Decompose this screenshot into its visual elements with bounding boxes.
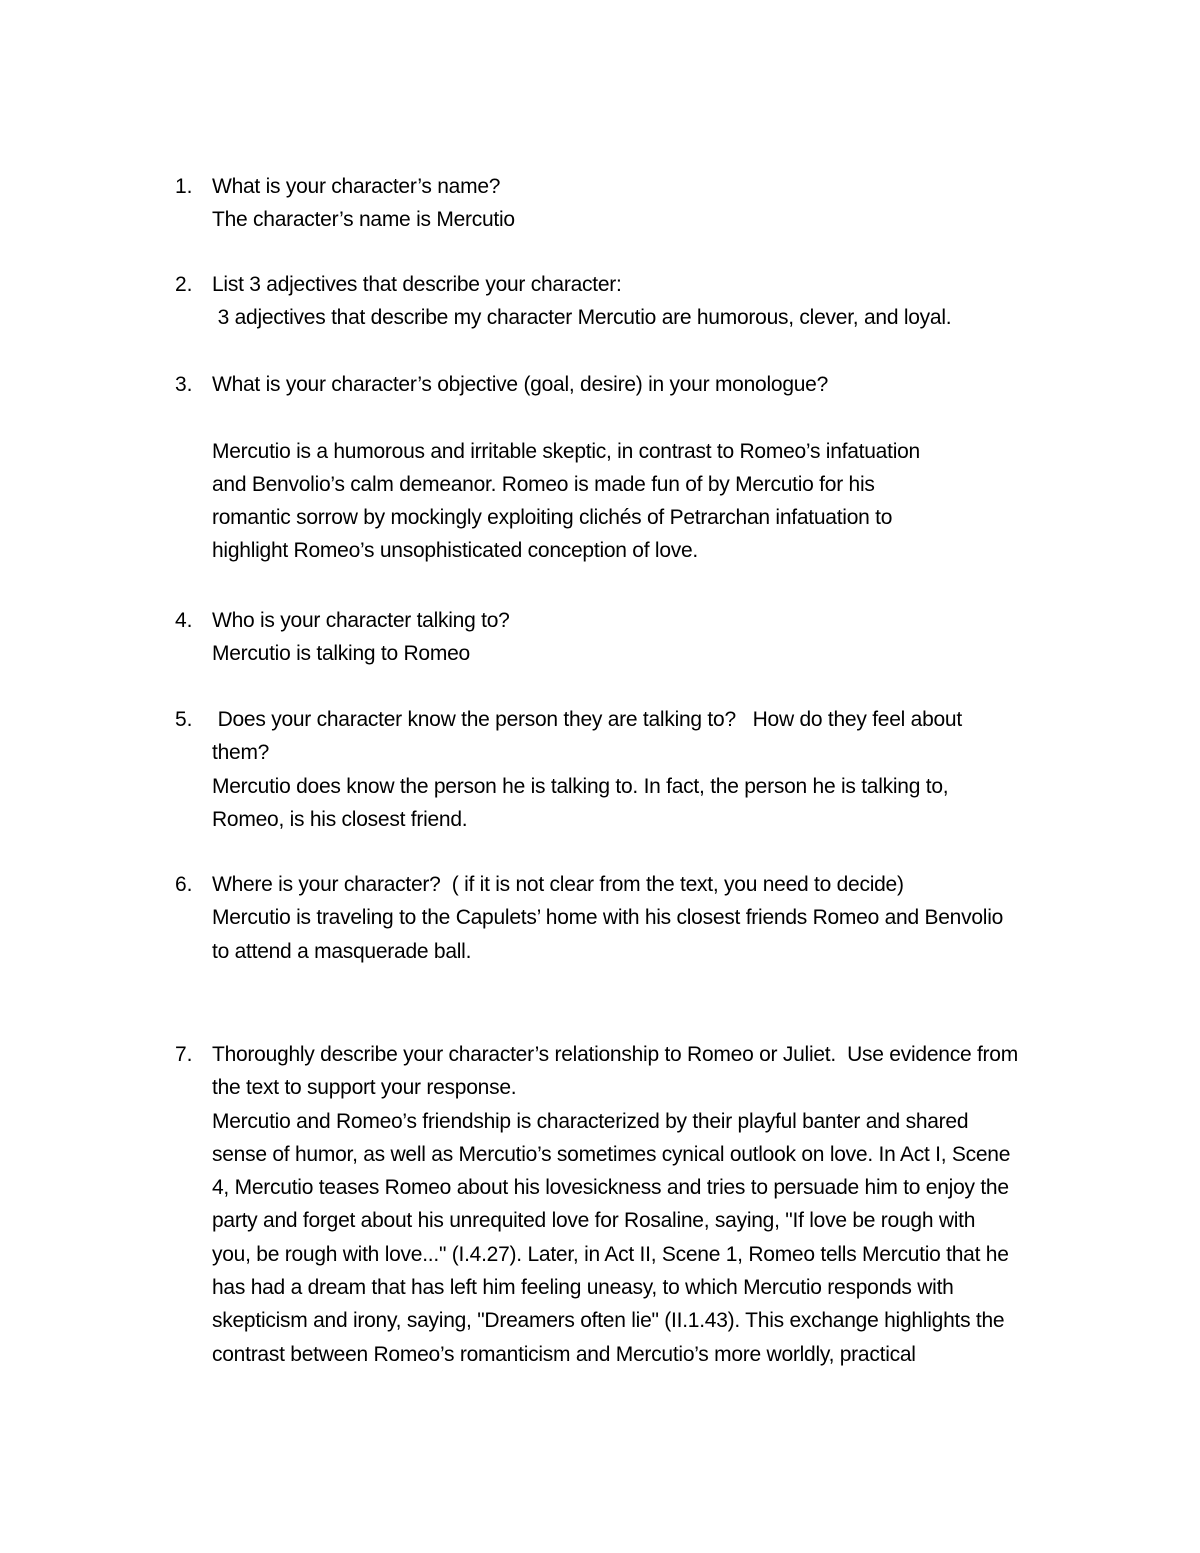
answer-text: 4, Mercutio teases Romeo about his lovesickness and tries to persuade him to enjoy the	[212, 1176, 1009, 1200]
answer-text: you, be rough with love..." (I.4.27). Later, in Act II, Scene 1, Romeo tells Mercutio that he	[212, 1242, 1009, 1266]
answer-text: and Benvolio’s calm demeanor. Romeo is made fun of by Mercutio for his	[212, 472, 875, 496]
answer-text: Mercutio is traveling to the Capulets’ home with his closest friends Romeo and Benvolio	[212, 906, 1004, 930]
answer-text: Mercutio is a humorous and irritable skeptic, in contrast to Romeo’s infatuation	[212, 439, 920, 463]
answer-text: Mercutio is talking to Romeo	[212, 642, 470, 666]
question-text: them?	[212, 741, 270, 765]
answer-text: Mercutio does know the person he is talking to. In fact, the person he is talking to,	[212, 774, 949, 798]
paragraph-gap	[212, 401, 1072, 434]
answer-text: to attend a masquerade ball.	[212, 939, 472, 963]
item-number: 3.	[175, 373, 193, 396]
question-text: What is your character’s objective (goal, desire) in your monologue?	[212, 373, 829, 396]
question-text: Does your character know the person they are talking to? How do they feel about	[212, 708, 962, 731]
question-text: What is your character’s name?	[212, 175, 501, 198]
question-text: the text to support your response.	[212, 1076, 517, 1100]
question-text: Where is your character? ( if it is not clear from the text, you need to decide)	[212, 873, 904, 896]
answer-text: contrast between Romeo’s romanticism and Mercutio’s more worldly, practical	[212, 1342, 916, 1366]
item-number: 2.	[175, 273, 193, 296]
answer-text: The character’s name is Mercutio	[212, 208, 515, 232]
answer-text: has had a dream that has left him feeling uneasy, to which Mercutio responds with	[212, 1276, 954, 1300]
item-number: 4.	[175, 609, 193, 632]
item-number: 5.	[175, 708, 193, 731]
answer-text: party and forget about his unrequited love for Rosaline, saying, "If love be rough with	[212, 1209, 976, 1233]
item-number: 7.	[175, 1043, 193, 1066]
answer-text: Romeo, is his closest friend.	[212, 807, 468, 831]
answer-text: romantic sorrow by mockingly exploiting clichés of Petrarchan infatuation to	[212, 506, 893, 530]
answer-text: skepticism and irony, saying, "Dreamers often lie" (II.1.43). This exchange highlights the	[212, 1309, 1005, 1333]
item-number: 1.	[175, 175, 193, 198]
answer-text: 3 adjectives that describe my character Mercutio are humorous, clever, and loyal.	[212, 306, 952, 330]
question-text: List 3 adjectives that describe your character:	[212, 273, 622, 296]
question-text: Who is your character talking to?	[212, 609, 510, 632]
item-number: 6.	[175, 873, 193, 896]
answer-text: sense of humor, as well as Mercutio’s sometimes cynical outlook on love. In Act I, Scene	[212, 1142, 1011, 1166]
answer-text: highlight Romeo’s unsophisticated conception of love.	[212, 539, 699, 563]
question-text: Thoroughly describe your character’s relationship to Romeo or Juliet. Use evidence from	[212, 1043, 1018, 1066]
answer-text: Mercutio and Romeo’s friendship is characterized by their playful banter and shared	[212, 1109, 969, 1133]
